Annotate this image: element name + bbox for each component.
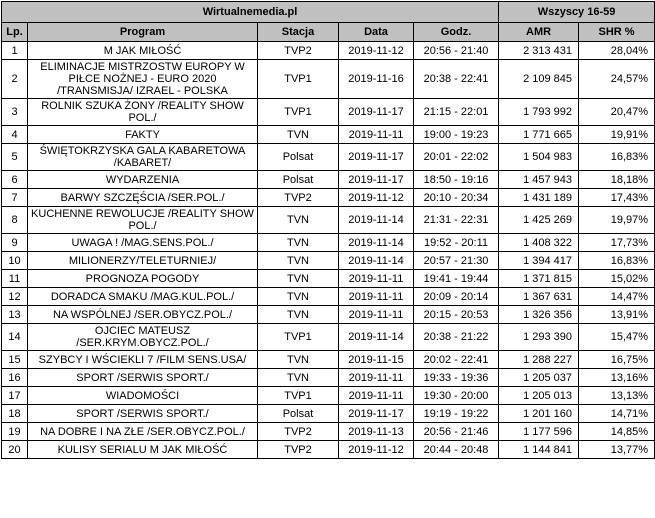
table-row [2, 189, 655, 207]
cell-program: SPORT /SERWIS SPORT./ [28, 369, 258, 387]
source-header: Wirtualnemedia.pl [2, 2, 499, 23]
cell-data: 2019-11-12 [339, 189, 414, 207]
cell-amr: 1 394 417 [499, 252, 579, 270]
cell-program: WIADOMOŚCI [28, 387, 258, 405]
cell-lp: 10 [2, 252, 28, 270]
cell-stacja: TVN [258, 234, 339, 252]
cell-shr: 16,83% [579, 144, 655, 171]
cell-lp: 3 [2, 99, 28, 126]
cell-shr: 19,91% [579, 126, 655, 144]
cell-stacja: TVN [258, 207, 339, 234]
cell-stacja: TVP2 [258, 423, 339, 441]
cell-godz: 20:02 - 22:41 [414, 351, 499, 369]
cell-data: 2019-11-11 [339, 126, 414, 144]
cell-godz: 20:56 - 21:46 [414, 423, 499, 441]
cell-stacja: TVN [258, 306, 339, 324]
column-header-godz: Godz. [414, 23, 499, 42]
table-row [2, 126, 655, 144]
table-row [2, 270, 655, 288]
cell-godz: 19:30 - 20:00 [414, 387, 499, 405]
cell-godz: 20:38 - 21:22 [414, 324, 499, 351]
cell-godz: 20:44 - 20:48 [414, 441, 499, 459]
cell-data: 2019-11-12 [339, 42, 414, 60]
cell-lp: 19 [2, 423, 28, 441]
cell-data: 2019-11-15 [339, 351, 414, 369]
group-header: Wszyscy 16-59 [499, 2, 655, 23]
cell-data: 2019-11-14 [339, 207, 414, 234]
cell-program: ŚWIĘTOKRZYSKA GALA KABARETOWA /KABARET/ [28, 144, 258, 171]
cell-data: 2019-11-11 [339, 270, 414, 288]
cell-data: 2019-11-16 [339, 60, 414, 99]
table-row [2, 324, 655, 351]
column-header-data: Data [339, 23, 414, 42]
cell-lp: 15 [2, 351, 28, 369]
cell-program: SZYBCY I WŚCIEKLI 7 /FILM SENS.USA/ [28, 351, 258, 369]
cell-stacja: TVN [258, 126, 339, 144]
cell-stacja: Polsat [258, 144, 339, 171]
table-top-header [2, 2, 655, 23]
cell-lp: 11 [2, 270, 28, 288]
cell-data: 2019-11-11 [339, 288, 414, 306]
cell-program: KULISY SERIALU M JAK MIŁOŚĆ [28, 441, 258, 459]
cell-amr: 1 408 322 [499, 234, 579, 252]
cell-amr: 1 293 390 [499, 324, 579, 351]
table-row [2, 387, 655, 405]
cell-lp: 4 [2, 126, 28, 144]
cell-stacja: Polsat [258, 171, 339, 189]
cell-lp: 2 [2, 60, 28, 99]
cell-program: PROGNOZA POGODY [28, 270, 258, 288]
cell-godz: 19:19 - 19:22 [414, 405, 499, 423]
cell-shr: 16,75% [579, 351, 655, 369]
cell-amr: 1 771 665 [499, 126, 579, 144]
table-row [2, 351, 655, 369]
table-row [2, 441, 655, 459]
cell-data: 2019-11-17 [339, 144, 414, 171]
cell-godz: 19:33 - 19:36 [414, 369, 499, 387]
cell-stacja: TVP1 [258, 387, 339, 405]
cell-godz: 19:41 - 19:44 [414, 270, 499, 288]
cell-amr: 1 326 356 [499, 306, 579, 324]
table-row [2, 252, 655, 270]
cell-amr: 1 201 160 [499, 405, 579, 423]
cell-amr: 1 793 992 [499, 99, 579, 126]
cell-shr: 14,47% [579, 288, 655, 306]
cell-shr: 28,04% [579, 42, 655, 60]
cell-amr: 1 177 596 [499, 423, 579, 441]
cell-data: 2019-11-17 [339, 99, 414, 126]
cell-data: 2019-11-11 [339, 306, 414, 324]
cell-shr: 19,97% [579, 207, 655, 234]
table-row [2, 288, 655, 306]
cell-program: ELIMINACJE MISTRZOSTW EUROPY W PIŁCE NOŻNEJ - EURO 2020 /TRANSMISJA/ IZRAEL - POLSKA [28, 60, 258, 99]
table-row [2, 144, 655, 171]
cell-shr: 13,16% [579, 369, 655, 387]
cell-lp: 16 [2, 369, 28, 387]
table-row [2, 207, 655, 234]
cell-godz: 21:31 - 22:31 [414, 207, 499, 234]
cell-shr: 16,83% [579, 252, 655, 270]
cell-data: 2019-11-12 [339, 441, 414, 459]
cell-amr: 1 457 943 [499, 171, 579, 189]
cell-data: 2019-11-14 [339, 234, 414, 252]
cell-shr: 15,02% [579, 270, 655, 288]
table-row [2, 42, 655, 60]
table-row [2, 306, 655, 324]
cell-shr: 24,57% [579, 60, 655, 99]
cell-godz: 20:38 - 22:41 [414, 60, 499, 99]
cell-program: BARWY SZCZĘŚCIA /SER.POL./ [28, 189, 258, 207]
cell-amr: 1 367 631 [499, 288, 579, 306]
cell-program: DORADCA SMAKU /MAG.KUL.POL./ [28, 288, 258, 306]
cell-stacja: TVN [258, 252, 339, 270]
cell-program: KUCHENNE REWOLUCJE /REALITY SHOW POL./ [28, 207, 258, 234]
cell-stacja: TVP1 [258, 99, 339, 126]
cell-godz: 20:10 - 20:34 [414, 189, 499, 207]
table-row [2, 423, 655, 441]
cell-shr: 17,73% [579, 234, 655, 252]
cell-lp: 14 [2, 324, 28, 351]
cell-data: 2019-11-11 [339, 369, 414, 387]
cell-stacja: TVN [258, 270, 339, 288]
cell-stacja: TVN [258, 369, 339, 387]
cell-godz: 18:50 - 19:16 [414, 171, 499, 189]
cell-godz: 20:15 - 20:53 [414, 306, 499, 324]
cell-lp: 13 [2, 306, 28, 324]
cell-program: UWAGA ! /MAG.SENS.POL./ [28, 234, 258, 252]
cell-amr: 1 205 037 [499, 369, 579, 387]
cell-lp: 6 [2, 171, 28, 189]
cell-amr: 1 431 189 [499, 189, 579, 207]
cell-amr: 2 313 431 [499, 42, 579, 60]
cell-godz: 19:52 - 20:11 [414, 234, 499, 252]
cell-shr: 18,18% [579, 171, 655, 189]
cell-stacja: TVN [258, 288, 339, 306]
cell-amr: 1 425 269 [499, 207, 579, 234]
cell-data: 2019-11-17 [339, 171, 414, 189]
cell-program: ROLNIK SZUKA ŻONY /REALITY SHOW POL./ [28, 99, 258, 126]
column-header-program: Program [28, 23, 258, 42]
cell-stacja: Polsat [258, 405, 339, 423]
cell-data: 2019-11-13 [339, 423, 414, 441]
cell-godz: 20:56 - 21:40 [414, 42, 499, 60]
cell-data: 2019-11-11 [339, 387, 414, 405]
cell-shr: 14,71% [579, 405, 655, 423]
cell-shr: 17,43% [579, 189, 655, 207]
cell-program: FAKTY [28, 126, 258, 144]
cell-shr: 13,91% [579, 306, 655, 324]
table-row [2, 369, 655, 387]
cell-amr: 1 205 013 [499, 387, 579, 405]
cell-program: MILIONERZY/TELETURNIEJ/ [28, 252, 258, 270]
cell-stacja: TVP2 [258, 189, 339, 207]
cell-program: WYDARZENIA [28, 171, 258, 189]
cell-lp: 1 [2, 42, 28, 60]
column-header-row [2, 23, 655, 42]
cell-godz: 20:09 - 20:14 [414, 288, 499, 306]
table-row [2, 60, 655, 99]
column-header-shr: SHR % [579, 23, 655, 42]
cell-lp: 9 [2, 234, 28, 252]
cell-shr: 13,77% [579, 441, 655, 459]
column-header-stacja: Stacja [258, 23, 339, 42]
cell-lp: 5 [2, 144, 28, 171]
ratings-table [1, 1, 655, 459]
table-row [2, 234, 655, 252]
cell-shr: 20,47% [579, 99, 655, 126]
cell-program: NA DOBRE I NA ZŁE /SER.OBYCZ.POL./ [28, 423, 258, 441]
cell-lp: 8 [2, 207, 28, 234]
cell-shr: 15,47% [579, 324, 655, 351]
cell-stacja: TVP1 [258, 324, 339, 351]
cell-lp: 17 [2, 387, 28, 405]
cell-godz: 20:57 - 21:30 [414, 252, 499, 270]
cell-amr: 1 144 841 [499, 441, 579, 459]
cell-amr: 1 288 227 [499, 351, 579, 369]
cell-shr: 14,85% [579, 423, 655, 441]
cell-amr: 2 109 845 [499, 60, 579, 99]
cell-program: OJCIEC MATEUSZ /SER.KRYM.OBYCZ.POL./ [28, 324, 258, 351]
cell-program: M JAK MIŁOŚĆ [28, 42, 258, 60]
cell-amr: 1 504 983 [499, 144, 579, 171]
column-header-lp: Lp. [2, 23, 28, 42]
cell-lp: 18 [2, 405, 28, 423]
table-row [2, 99, 655, 126]
cell-program: NA WSPÓLNEJ /SER.OBYCZ.POL./ [28, 306, 258, 324]
cell-stacja: TVP2 [258, 42, 339, 60]
cell-lp: 7 [2, 189, 28, 207]
cell-stacja: TVP2 [258, 441, 339, 459]
cell-stacja: TVN [258, 351, 339, 369]
cell-shr: 13,13% [579, 387, 655, 405]
cell-lp: 12 [2, 288, 28, 306]
cell-stacja: TVP1 [258, 60, 339, 99]
cell-program: SPORT /SERWIS SPORT./ [28, 405, 258, 423]
table-row [2, 405, 655, 423]
cell-data: 2019-11-14 [339, 252, 414, 270]
table-row [2, 171, 655, 189]
cell-godz: 19:00 - 19:23 [414, 126, 499, 144]
cell-godz: 21:15 - 22:01 [414, 99, 499, 126]
cell-godz: 20:01 - 22:02 [414, 144, 499, 171]
column-header-amr: AMR [499, 23, 579, 42]
cell-lp: 20 [2, 441, 28, 459]
cell-amr: 1 371 815 [499, 270, 579, 288]
cell-data: 2019-11-14 [339, 324, 414, 351]
cell-data: 2019-11-17 [339, 405, 414, 423]
